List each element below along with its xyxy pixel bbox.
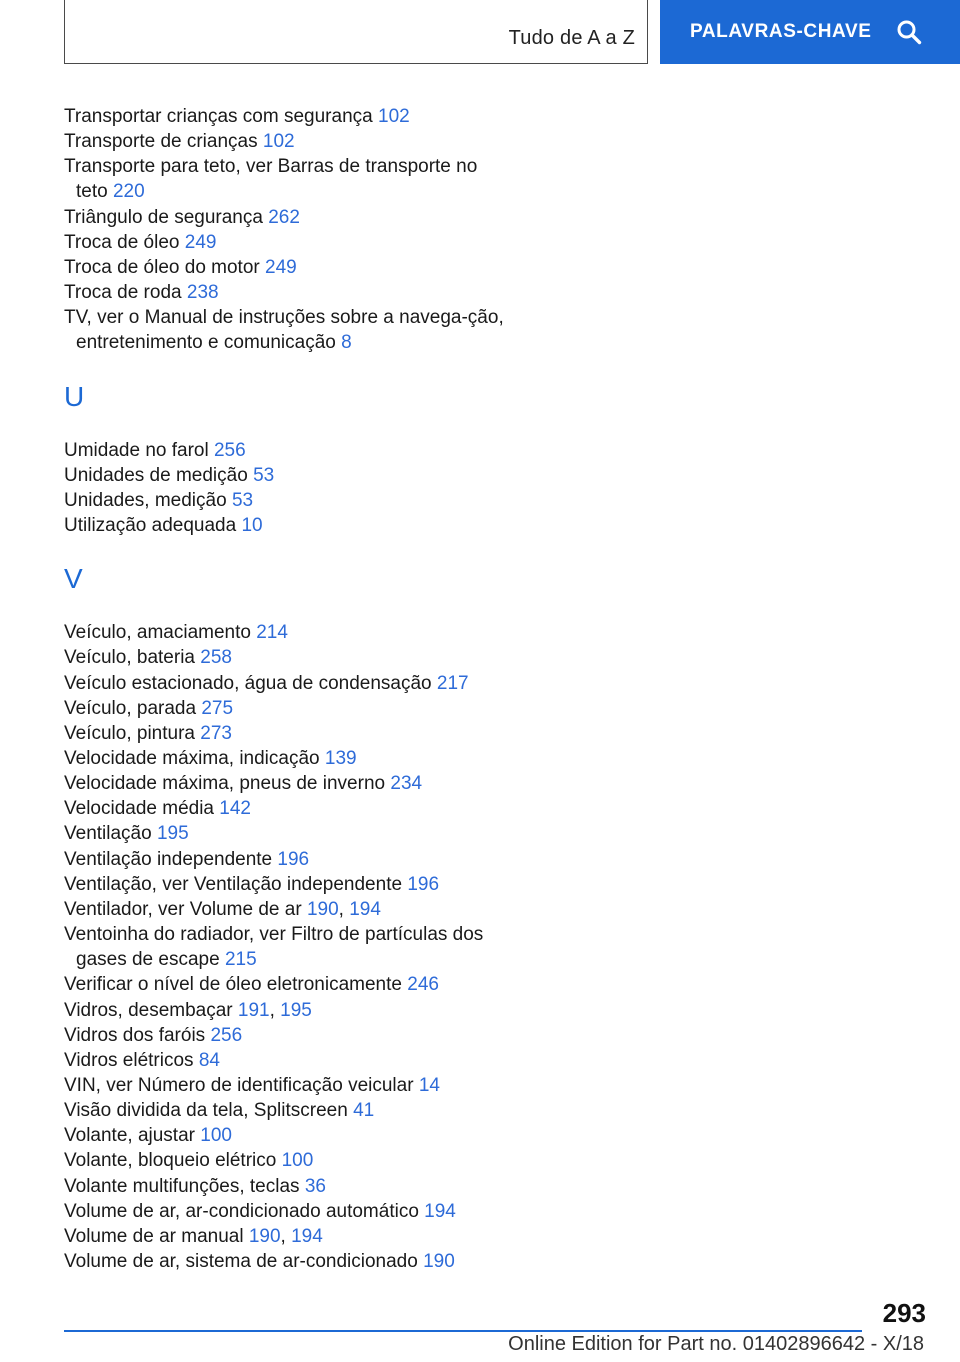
- page-link[interactable]: 217: [436, 672, 469, 694]
- entry-text: Volume de ar, ar-condicionado automático: [64, 1200, 419, 1222]
- entry-text: Veículo, bateria: [64, 647, 195, 669]
- index-entry: [64, 488, 504, 513]
- entry-text: Veículo, parada: [64, 697, 197, 719]
- page-link[interactable]: 275: [201, 697, 234, 719]
- page-link[interactable]: 215: [224, 949, 257, 971]
- page-link[interactable]: 196: [277, 848, 310, 870]
- page-link[interactable]: 102: [262, 131, 295, 153]
- page-link[interactable]: 14: [418, 1075, 440, 1096]
- index-entry: [64, 205, 504, 230]
- index-entry: [64, 104, 504, 129]
- page-link[interactable]: 190: [248, 1225, 281, 1247]
- page-link[interactable]: 196: [407, 873, 440, 895]
- index-entry: [64, 696, 504, 721]
- page-link[interactable]: 8: [341, 332, 352, 354]
- page-link[interactable]: 191: [237, 999, 270, 1021]
- page-link[interactable]: 53: [253, 464, 275, 486]
- page-link[interactable]: 102: [378, 106, 410, 127]
- entry-text: Umidade no farol: [64, 439, 209, 461]
- index-entry: [64, 255, 504, 280]
- index-entry: [64, 771, 504, 796]
- page-link[interactable]: 139: [324, 747, 357, 769]
- index-entry: [64, 230, 504, 255]
- index-entry: [64, 821, 504, 846]
- entry-text: Ventilador, ver Volume de ar: [64, 898, 302, 920]
- index-entry: [64, 847, 504, 872]
- entry-text: Veículo, amaciamento: [64, 622, 251, 644]
- page-link[interactable]: 190: [423, 1251, 455, 1273]
- index-entry: [64, 1098, 504, 1123]
- page-link[interactable]: 234: [390, 773, 423, 795]
- page-link[interactable]: 249: [265, 256, 297, 278]
- index-entry: [64, 1073, 504, 1098]
- index-entry: [64, 129, 504, 154]
- entry-text: Transporte para teto, ver Barras de transporte no teto: [64, 156, 478, 203]
- page-link[interactable]: 36: [304, 1175, 326, 1197]
- page-link[interactable]: 249: [184, 231, 217, 253]
- index-entry: [64, 280, 504, 305]
- entry-text: Transporte de crianças: [64, 131, 258, 153]
- entry-text: Ventoinha do radiador, ver Filtro de partículas dos gases de escape: [64, 924, 484, 971]
- page-link[interactable]: 100: [281, 1150, 314, 1172]
- page-link[interactable]: 53: [231, 489, 254, 511]
- index-entry: [64, 438, 504, 463]
- entry-text: Unidades, medição: [64, 489, 227, 511]
- header-title: Tudo de A a Z: [508, 27, 635, 49]
- entry-text: Troca de roda: [64, 282, 182, 304]
- entry-text: Volume de ar, sistema de ar-condicionado: [64, 1251, 418, 1273]
- section-letter: U: [64, 380, 85, 412]
- page-link[interactable]: 195: [156, 823, 189, 845]
- index-entry: [64, 1048, 504, 1073]
- index-entry: Volume de ar manual 190, 194: [64, 1225, 323, 1247]
- entry-text: Volante, ajustar: [64, 1125, 195, 1147]
- index-entry: [64, 620, 504, 645]
- index-entry: [64, 721, 504, 746]
- entry-text: TV, ver o Manual de instruções sobre a navega-ção, entretenimento e comunicação: [64, 307, 504, 354]
- entry-text: Vidros elétricos: [64, 1049, 194, 1071]
- page-link[interactable]: 258: [200, 647, 232, 669]
- entry-text: Velocidade máxima, pneus de inverno: [64, 773, 386, 795]
- entry-text: Ventilação: [64, 823, 152, 845]
- page-link[interactable]: 41: [353, 1100, 375, 1122]
- index-entry: [64, 796, 504, 821]
- entry-text: Visão dividida da tela, Splitscreen: [64, 1100, 348, 1122]
- page-link[interactable]: 84: [198, 1049, 220, 1071]
- index-entry: [64, 1123, 504, 1148]
- page-link[interactable]: 194: [349, 898, 381, 920]
- keywords-label: PALAVRAS-CHAVE: [690, 21, 872, 42]
- page-number: 293: [882, 1298, 926, 1328]
- entry-text: Veículo, pintura: [64, 722, 195, 744]
- entry-text: Vidros, desembaçar: [64, 999, 233, 1021]
- index-entry: Ventilador, ver Volume de ar 190, 194: [64, 898, 381, 920]
- page-link[interactable]: 262: [268, 206, 300, 228]
- entry-text: Troca de óleo: [64, 231, 180, 253]
- page-link[interactable]: 256: [210, 1024, 243, 1046]
- page-link[interactable]: 195: [280, 999, 312, 1021]
- page-link[interactable]: 273: [200, 722, 232, 744]
- entry-text: Volume de ar manual: [64, 1225, 244, 1247]
- entry-text: Unidades de medição: [64, 464, 248, 486]
- entry-text: Triângulo de segurança: [64, 206, 263, 228]
- page-link[interactable]: 194: [291, 1225, 323, 1247]
- page-link[interactable]: 214: [256, 622, 288, 644]
- section-letter: V: [64, 563, 83, 595]
- index-entry: [64, 1249, 504, 1274]
- page-link[interactable]: 246: [407, 974, 439, 996]
- index-entry: [64, 872, 504, 897]
- entry-text: Utilização adequada: [64, 515, 237, 537]
- entry-text: VIN, ver Número de identificação veicular: [64, 1075, 414, 1096]
- entry-text: Verificar o nível de óleo eletronicamente: [64, 974, 402, 996]
- page-link[interactable]: 220: [112, 181, 145, 203]
- footer-text: Online Edition for Part no. 01402896642 - X/18: [508, 1333, 924, 1355]
- page-link[interactable]: 100: [200, 1125, 232, 1147]
- entry-text: Ventilação independente: [64, 848, 273, 870]
- entry-text: Vidros dos faróis: [64, 1024, 206, 1046]
- index-entry: [64, 513, 504, 538]
- index-entry: [64, 922, 504, 972]
- index-entry: [64, 746, 504, 771]
- page-link[interactable]: 238: [186, 282, 219, 304]
- page-link[interactable]: 256: [213, 439, 246, 461]
- index-entry: [64, 972, 504, 997]
- page-link[interactable]: 190: [306, 898, 339, 920]
- entry-text: Veículo estacionado, água de condensação: [64, 672, 432, 694]
- keywords-tab[interactable]: [660, 0, 960, 64]
- page-link[interactable]: 10: [241, 515, 263, 537]
- entry-text: Volante multifunções, teclas: [64, 1175, 300, 1197]
- search-icon: [896, 19, 922, 45]
- entry-text: Velocidade máxima, indicação: [64, 747, 320, 769]
- header-box: [64, 0, 648, 64]
- page-link[interactable]: 142: [219, 798, 251, 820]
- index-entry: [64, 645, 504, 670]
- entry-text: Transportar crianças com segurança: [64, 106, 373, 127]
- entry-text: Troca de óleo do motor: [64, 256, 260, 278]
- index-entry: [64, 1023, 504, 1048]
- index-entry: [64, 1148, 504, 1173]
- index-entry: [64, 1174, 504, 1199]
- index-entry: Vidros, desembaçar 191, 195: [64, 999, 312, 1021]
- index-entry: [64, 305, 504, 355]
- footer-rule: [64, 1330, 862, 1332]
- entry-text: Ventilação, ver Ventilação independente: [64, 873, 403, 895]
- page-link[interactable]: 194: [424, 1200, 456, 1222]
- index-entry: [64, 463, 504, 488]
- index-entry: [64, 671, 504, 696]
- index-list: [64, 104, 504, 1274]
- entry-text: Volante, bloqueio elétrico: [64, 1150, 277, 1172]
- index-entry: [64, 1199, 504, 1224]
- index-entry: [64, 154, 504, 204]
- entry-text: Velocidade média: [64, 798, 214, 820]
